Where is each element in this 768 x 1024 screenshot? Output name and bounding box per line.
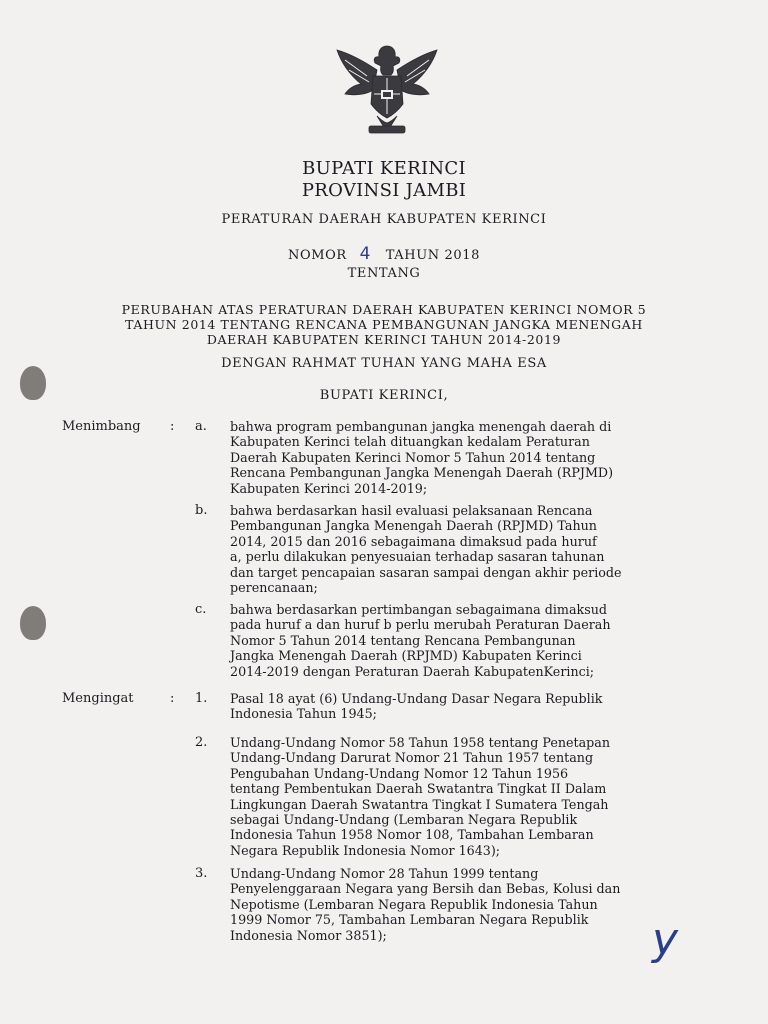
about-label: TENTANG [347, 266, 421, 281]
number-suffix: TAHUN 2018 [385, 248, 480, 263]
item-marker: b. [195, 503, 208, 518]
item-marker: 3. [195, 866, 208, 881]
text-line: Pasal 18 ayat (6) Undang-Undang Dasar Negara Republik [230, 691, 603, 706]
mengingat-item-2 [230, 735, 690, 858]
text-line: Penyelenggaraan Negara yang Bersih dan Bebas, Kolusi dan [230, 881, 621, 897]
mengingat-item-3 [230, 866, 690, 943]
mengingat-label: Mengingat [62, 691, 134, 706]
menimbang-item-c [230, 602, 690, 679]
text-line: Pengubahan Undang-Undang Nomor 12 Tahun 1956 [230, 765, 569, 781]
item-marker: c. [195, 602, 207, 617]
subject-line-2: TAHUN 2014 TENTANG RENCANA PEMBANGUNAN JANGKA MENENGAH [125, 317, 643, 332]
text-line: bahwa program pembangunan jangka menengah daerah di [230, 419, 612, 434]
text-line: Kabupaten Kerinci telah dituangkan kedalam Peraturan [230, 434, 590, 450]
text-line: Nomor 5 Tahun 2014 tentang Rencana Pembangunan [230, 632, 576, 648]
text-line: Indonesia Tahun 1958 Nomor 108, Tambahan Lembaran [230, 827, 594, 843]
text-line: Daerah Kabupaten Kerinci Nomor 5 Tahun 2014 tentang [230, 449, 596, 465]
menimbang-label: Menimbang [62, 419, 141, 434]
text-line: dan target pencapaian sasaran sampai dengan akhir periode [230, 564, 622, 580]
text-line: bahwa berdasarkan pertimbangan sebagaimana dimaksud [230, 602, 608, 617]
menimbang-item-b [230, 503, 690, 595]
page-title-line1: BUPATI KERINCI [302, 158, 466, 179]
text-line: Lingkungan Daerah Swatantra Tingkat I Sumatera Tengah [230, 796, 609, 812]
authority-line: BUPATI KERINCI, [319, 388, 449, 403]
mengingat-item-1 [230, 691, 690, 722]
item-marker: 2. [195, 735, 208, 750]
menimbang-colon: : [170, 419, 175, 434]
text-line: 2014, 2015 dan 2016 sebagaimana dimaksud pada huruf [230, 533, 597, 549]
text-line: Negara Republik Indonesia Nomor 1643); [230, 842, 501, 858]
regulation-type: PERATURAN DAERAH KABUPATEN KERINCI [221, 212, 547, 227]
handwritten-initial: y [652, 914, 679, 965]
number-handwritten: 4 [359, 244, 371, 264]
number-prefix: NOMOR [288, 248, 347, 263]
blessing-line: DENGAN RAHMAT TUHAN YANG MAHA ESA [221, 356, 547, 371]
text-line: Undang-Undang Nomor 28 Tahun 1999 tentang [230, 866, 539, 881]
text-line: a, perlu dilakukan penyesuaian terhadap sasaran tahunan [230, 549, 605, 565]
text-line: bahwa berdasarkan hasil evaluasi pelaksanaan Rencana [230, 503, 593, 518]
text-line: Kabupaten Kerinci 2014-2019; [230, 480, 428, 496]
mengingat-colon: : [170, 691, 175, 706]
text-line: Undang-Undang Darurat Nomor 21 Tahun 1957 tentang [230, 750, 594, 766]
page-title-line2: PROVINSI JAMBI [301, 180, 467, 201]
subject-line-3: DAERAH KABUPATEN KERINCI TAHUN 2014-2019 [206, 332, 562, 347]
punch-hole-bottom [20, 606, 46, 640]
text-line: pada huruf a dan huruf b perlu merubah Peraturan Daerah [230, 617, 611, 633]
text-line: perencanaan; [230, 580, 318, 596]
text-line: 2014-2019 dengan Peraturan Daerah KabupatenKerinci; [230, 663, 595, 679]
text-line: Jangka Menengah Daerah (RPJMD) Kabupaten Kerinci [230, 648, 582, 664]
subject-line-1: PERUBAHAN ATAS PERATURAN DAERAH KABUPATEN KERINCI NOMOR 5 [121, 302, 647, 317]
text-line: sebagai Undang-Undang (Lembaran Negara Republik [230, 812, 578, 828]
punch-hole-top [20, 366, 46, 400]
item-marker: 1. [195, 691, 208, 706]
text-line: Pembangunan Jangka Menengah Daerah (RPJMD) Tahun [230, 518, 597, 534]
text-line: Nepotisme (Lembaran Negara Republik Indonesia Tahun [230, 896, 598, 912]
garuda-emblem-icon [331, 40, 443, 140]
menimbang-item-a [230, 419, 690, 496]
text-line: tentang Pembentukan Daerah Swatantra Tingkat II Dalam [230, 781, 607, 797]
text-line: Indonesia Nomor 3851); [230, 927, 387, 943]
regulation-number [0, 244, 768, 264]
text-line: Rencana Pembangunan Jangka Menengah Daerah (RPJMD) [230, 465, 614, 481]
text-line: 1999 Nomor 75, Tambahan Lembaran Negara Republik [230, 912, 589, 928]
text-line: Undang-Undang Nomor 58 Tahun 1958 tentang Penetapan [230, 735, 611, 750]
item-marker: a. [195, 419, 207, 434]
text-line: Indonesia Tahun 1945; [230, 706, 377, 722]
